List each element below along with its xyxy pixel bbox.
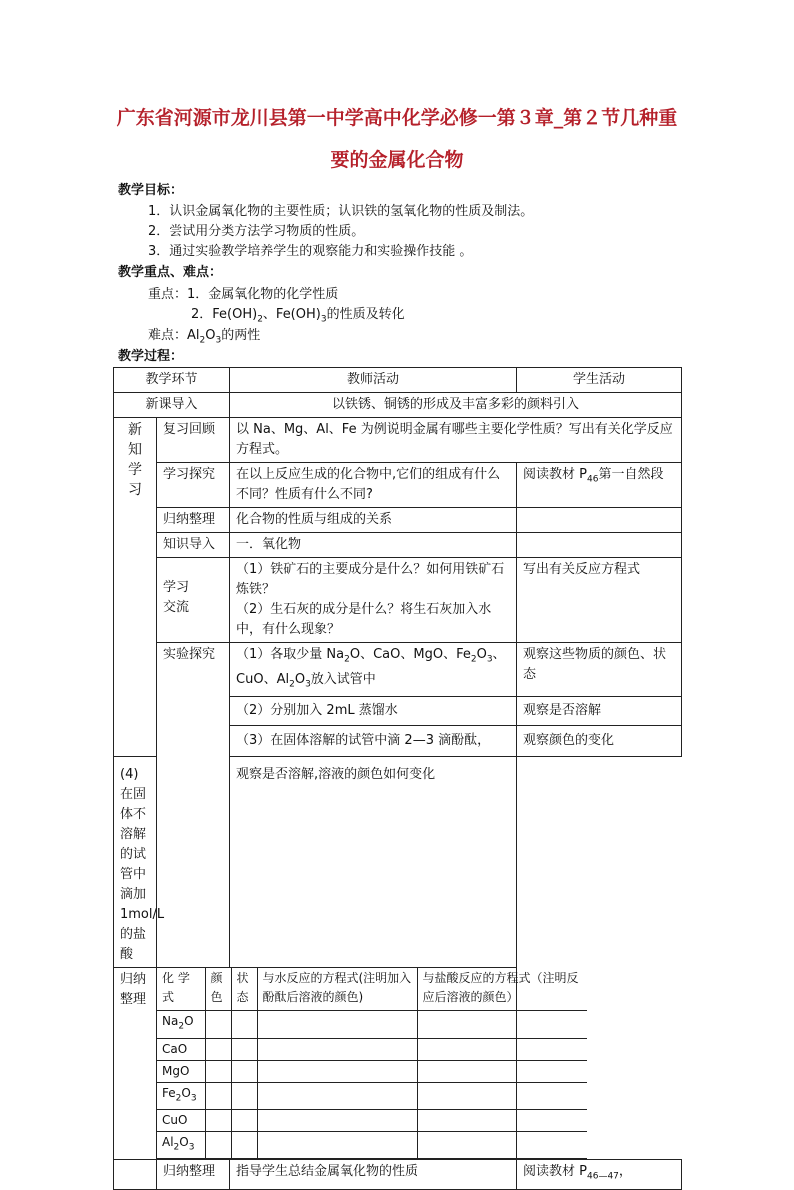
oxide-row: CuO bbox=[157, 1109, 587, 1131]
document-title-line-1: 广东省河源市龙川县第一中学高中化学必修一第３章_第２节几种重 bbox=[116, 107, 678, 129]
teacher-cell: 在以上反应生成的化合物中,它们的组成有什么不同？性质有什么不同? bbox=[230, 463, 517, 508]
oxide-row: $Fe_2O_3$ bbox=[157, 1082, 587, 1109]
table-row bbox=[114, 418, 682, 463]
student-cell: 阅读教材 $P_{46—47}$， bbox=[517, 1160, 682, 1190]
key-point-2: 2．$Fe(OH)_2$、$Fe(OH)_3$的性质及转化 bbox=[191, 307, 405, 325]
difficult-point: 难点：$Al_2O_3$的两性 bbox=[148, 328, 261, 346]
stage-cell: 复习回顾 bbox=[157, 418, 230, 463]
stage-cell: 知识导入 bbox=[157, 533, 230, 558]
keypoints-heading: 教学重点、难点： bbox=[118, 265, 223, 280]
table-row bbox=[114, 508, 682, 533]
stage-cell: 归纳整理 bbox=[157, 1160, 230, 1190]
header-teacher: 教师活动 bbox=[230, 368, 517, 393]
teacher-cell: 以 Na、Mg、Al、Fe 为例说明金属有哪些主要化学性质？写出有关化学反应方程式。 bbox=[230, 418, 682, 463]
student-cell: 观察是否溶解,溶液的颜色如何变化 bbox=[230, 757, 517, 968]
side-label: 新 知 学 习 bbox=[114, 418, 157, 757]
student-cell: 观察这些物质的颜色、状态 bbox=[517, 643, 682, 697]
objectives-heading: 教学目标： bbox=[118, 183, 184, 198]
teacher-cell: (4)在固体不溶解的试管中滴加 1mol/L 的盐酸 bbox=[114, 757, 157, 968]
table-row bbox=[114, 558, 682, 643]
teacher-cell: 一．氧化物 bbox=[230, 533, 517, 558]
key-point-label: 重点： bbox=[148, 287, 188, 302]
oxide-row: MgO bbox=[157, 1060, 587, 1082]
objective-item-1: 1．认识金属氧化物的主要性质；认识铁的氢氧化物的性质及制法。 bbox=[148, 204, 534, 219]
objective-item-2: 2．尝试用分类方法学习物质的性质。 bbox=[148, 224, 365, 239]
teacher-cell: （1）各取少量 $Na_2O$、CaO、MgO、$Fe_2O_3$、CuO、$Al_2O_3$放入试管中 bbox=[230, 643, 517, 697]
student-cell bbox=[517, 508, 682, 533]
key-point-1 bbox=[148, 286, 338, 304]
student-cell: 阅读教材 $P_{46}$第一自然段 bbox=[517, 463, 682, 508]
table-header-row bbox=[114, 368, 682, 393]
teacher-cell: 指导学生总结金属氧化物的性质 bbox=[230, 1160, 517, 1190]
table-row bbox=[114, 393, 682, 418]
teacher-cell: 以铁锈、铜锈的形成及丰富多彩的颜料引入 bbox=[230, 393, 682, 418]
stage-cell: 新课导入 bbox=[114, 393, 230, 418]
oxide-row: $Al_2O_3$ bbox=[157, 1131, 587, 1158]
document-title-line-2: 要的金属化合物 bbox=[330, 149, 464, 171]
student-cell bbox=[517, 533, 682, 558]
oxide-row: CaO bbox=[157, 1038, 587, 1060]
stage-cell: 归纳整理 bbox=[114, 968, 157, 1160]
oxide-summary-cell bbox=[157, 968, 579, 1160]
table-row bbox=[114, 533, 682, 558]
objective-item-3: 3．通过实验教学培养学生的观察能力和实验操作技能 。 bbox=[148, 244, 473, 259]
stage-cell: 归纳整理 bbox=[157, 508, 230, 533]
oxide-row: $Na_2O$ bbox=[157, 1011, 587, 1038]
oxide-table-header: 化 学式 颜色 状态 与水反应的方程式(注明加入酚酞后溶液的颜色) 与盐酸反应的方程式（注明反应后溶液的颜色） bbox=[157, 968, 587, 1011]
oxide-properties-table bbox=[157, 968, 587, 1159]
teacher-cell: 化合物的性质与组成的关系 bbox=[230, 508, 517, 533]
student-cell: 观察是否溶解 bbox=[517, 697, 682, 726]
stage-cell: 学习探究 bbox=[157, 463, 230, 508]
teacher-cell: （1）铁矿石的主要成分是什么？如何用铁矿石炼铁？ （2）生石灰的成分是什么？将生石灰加入水中，有什么现象？ bbox=[230, 558, 517, 643]
table-row bbox=[114, 463, 682, 508]
teacher-cell: （3）在固体溶解的试管中滴 2—3 滴酚酞， bbox=[230, 726, 517, 757]
teaching-process-table bbox=[113, 367, 682, 1190]
stage-cell: 实验探究 bbox=[157, 643, 230, 968]
teacher-cell: （2）分别加入 2mL 蒸馏水 bbox=[230, 697, 517, 726]
student-cell: 观察颜色的变化 bbox=[517, 726, 682, 757]
header-stage: 教学环节 bbox=[114, 368, 230, 393]
table-row bbox=[114, 968, 682, 1160]
header-student: 学生活动 bbox=[517, 368, 682, 393]
student-cell: 写出有关反应方程式 bbox=[517, 558, 682, 643]
stage-cell: 学习 交流 bbox=[157, 558, 230, 643]
stage-cell bbox=[114, 1160, 157, 1190]
process-heading: 教学过程： bbox=[118, 349, 184, 364]
table-row bbox=[114, 1160, 682, 1190]
table-row bbox=[114, 643, 682, 697]
key-point-text: 1．金属氧化物的化学性质 bbox=[187, 287, 339, 302]
